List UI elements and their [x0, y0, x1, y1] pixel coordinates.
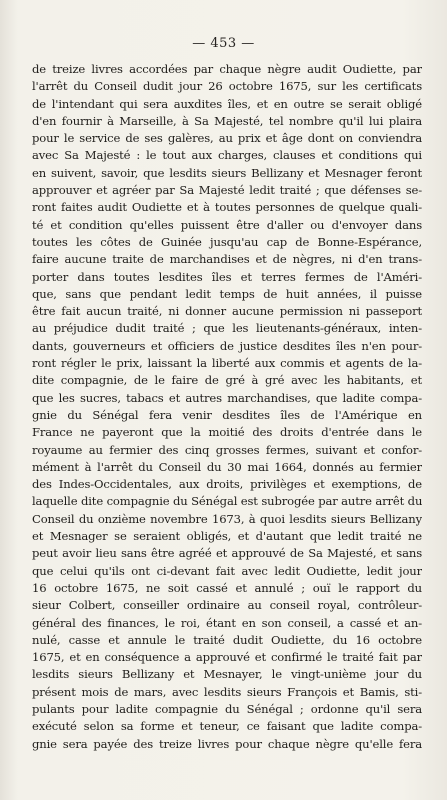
text-line: sieur Colbert, conseiller ordinaire au conseil royal, contrôleur-	[32, 598, 422, 613]
text-line: pour le service de ses galères, au prix et âge dont on conviendra	[32, 131, 422, 146]
text-line: lesdits sieurs Bellizany et Mesnayer, le vingt-unième jour du	[32, 667, 422, 682]
text-line: d'en fournir à Marseille, à Sa Majesté, tel nombre qu'il lui plaira	[32, 113, 422, 128]
text-line: té et condition qu'elles puissent être d'aller ou d'envoyer dans	[32, 217, 422, 232]
text-line: de l'intendant qui sera auxdites îles, et en outre se serait obligé	[32, 96, 422, 111]
text-line: laquelle dite compagnie du Sénégal est subrogée par autre arrêt du	[32, 494, 422, 509]
text-line: avec Sa Majesté : le tout aux charges, clauses et conditions qui	[32, 148, 422, 163]
text-line: que les sucres, tabacs et autres marchandises, que ladite compa-	[32, 390, 422, 405]
text-line: toutes les côtes de Guinée jusqu'au cap de Bonne-Espérance,	[32, 234, 422, 249]
text-line: que, sans que pendant ledit temps de huit années, il puisse	[32, 286, 422, 301]
text-line: dite compagnie, de le faire de gré à gré avec les habitants, et	[32, 373, 422, 388]
text-line: nulé, casse et annule le traité dudit Oudiette, du 16 octobre	[32, 632, 422, 647]
text-line: France ne payeront que la moitié des droits d'entrée dans le	[32, 425, 422, 440]
text-line: en suivent, savoir, que lesdits sieurs Bellizany et Mesnager feront	[32, 165, 422, 180]
text-line: Conseil du onzième novembre 1673, à quoi lesdits sieurs Bellizany	[32, 511, 422, 526]
text-line: royaume au fermier des cinq grosses fermes, suivant et confor-	[32, 442, 422, 457]
text-line: l'arrêt du Conseil dudit jour 26 octobre 1675, sur les certificats	[32, 79, 422, 94]
text-line: approuver et agréer par Sa Majesté ledit traité ; que défenses se-	[32, 183, 422, 198]
text-line: mément à l'arrêt du Conseil du 30 mai 1664, donnés au fermier	[32, 459, 422, 474]
text-line: gnie sera payée des treize livres pour chaque nègre qu'elle fera	[32, 736, 422, 751]
text-line: au préjudice dudit traité ; que les lieutenants-généraux, inten-	[32, 321, 422, 336]
text-line: porter dans toutes lesdites îles et terres fermes de l'Améri-	[32, 269, 422, 284]
text-line: 16 octobre 1675, ne soit cassé et annulé ; ouï le rapport du	[32, 580, 422, 595]
text-line: peut avoir lieu sans être agréé et approuvé de Sa Majesté, et sans	[32, 546, 422, 561]
text-line: dants, gouverneurs et officiers de justice desdites îles n'en pour-	[32, 338, 422, 353]
text-line: des Indes-Occidentales, aux droits, privilèges et exemptions, de	[32, 477, 422, 492]
text-line: faire aucune traite de marchandises et de nègres, ni d'en trans-	[32, 252, 422, 267]
text-line: de treize livres accordées par chaque nègre audit Oudiette, par	[32, 62, 422, 76]
text-line: pulants pour ladite compagnie du Sénégal ; ordonne qu'il sera	[32, 701, 422, 716]
body-text	[32, 61, 422, 753]
text-line: ront régler le prix, laissant la liberté aux commis et agents de la-	[32, 356, 422, 371]
text-line: général des finances, le roi, étant en son conseil, a cassé et an-	[32, 615, 422, 630]
text-line: 1675, et en conséquence a approuvé et confirmé le traité fait par	[32, 650, 422, 665]
text-line: que celui qu'ils ont ci-devant fait avec ledit Oudiette, ledit jour	[32, 563, 422, 578]
text-line: être fait aucun traité, ni donner aucune permission ni passeport	[32, 304, 422, 319]
text-line: gnie du Sénégal fera venir desdites îles de l'Amérique en	[32, 407, 422, 422]
text-line: exécuté selon sa forme et teneur, ce faisant que ladite compa-	[32, 719, 422, 734]
page-number: — 453 —	[192, 36, 255, 51]
text-line: et Mesnager se seraient obligés, et d'autant que ledit traité ne	[32, 529, 422, 544]
text-line: présent mois de mars, avec lesdits sieurs François et Bamis, sti-	[32, 684, 422, 699]
text-line: ront faites audit Oudiette et à toutes personnes de quelque quali-	[32, 200, 422, 215]
